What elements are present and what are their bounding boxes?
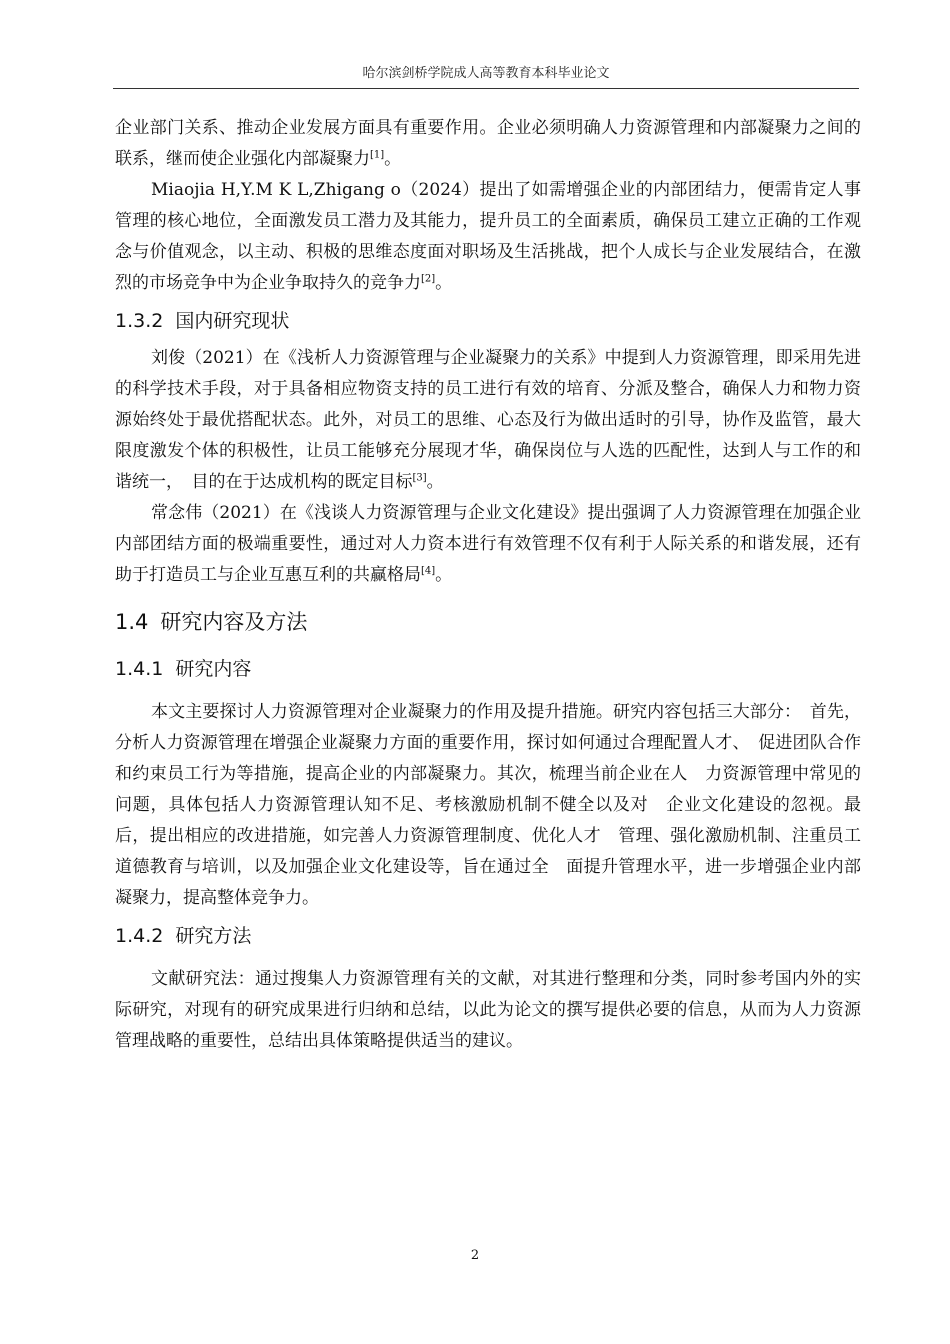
section-heading-1-4 [115,597,861,647]
section-title: 国内研究现状 [175,310,290,332]
page-body [115,113,861,1057]
citation-ref: [4] [421,565,436,577]
paragraph-liujun [115,343,861,498]
section-title: 研究内容 [175,658,252,680]
section-heading-1-4-2 [115,914,861,958]
paragraph-intro-continued [115,113,861,175]
paragraph-research-content: 本文主要探讨人力资源管理对企业凝聚力的作用及提升措施。研究内容包括三大部分： 首先，分析人力资源管理在增强企业凝聚力方面的重要作用，探讨如何通过合理配置人才、 促进团队合作和约束员工行为等措施，提高企业的内部凝聚力。其次，梳理当前企业在人 力资源管理中常见的问题，具体包括人力资源管理认知不足、考核激励机制不健全以及对 企业文化建设的忽视。最后，提出相应的改进措施，如完善人力资源管理制度、优化人才 管理、强化激励机制、注重员工道德教育与培训，以及加强企业文化建设等，旨在通过全 面提升管理水平，进一步增强企业内部凝聚力，提高整体竞争力。 [115,702,861,908]
paragraph-end: 。 [426,472,444,492]
citation-ref: [1] [370,149,385,161]
paragraph-changnianwei [115,498,861,591]
page-number: 2 [470,1248,480,1263]
citation-ref: [2] [421,273,436,285]
paragraph-end: 。 [384,149,402,169]
paragraph-end: 。 [435,565,453,585]
running-header: 哈尔滨剑桥学院成人高等教育本科毕业论文 [362,66,610,81]
section-number: 1.4.2 [115,925,164,947]
paragraph-text: Miaojia H,Y.M K L,Zhigang o（2024）提出了如需增强企业的内部团结力，便需肯定人事管理的核心地位，全面激发员工潜力及其能力，提升员工的全面素质，确保员工建立正确的工作观念与价值观念，以主动、积极的思维态度面对职场及生活挑战，把个人成长与企业发展结合，在激烈的市场竞争中为企业争取持久的竞争力 [115,180,861,293]
paragraph-text: 企业部门关系、推动企业发展方面具有重要作用。企业必须明确人力资源管理和内部凝聚力之间的联系，继而使企业强化内部凝聚力 [115,118,861,169]
paragraph-text: 刘俊（2021）在《浅析人力资源管理与企业凝聚力的关系》中提到人力资源管理，即采用先进的科学技术手段，对于具备相应物资支持的员工进行有效的培育、分派及整合，确保人力和物力资源始终处于最优搭配状态。此外，对员工的思维、心态及行为做出适时的引导，协作及监管，最大限度激发个体的积极性，让员工能够充分展现才华，确保岗位与人选的匹配性，达到人与工作的和谐统一， 目的在于达成机构的既定目标 [115,348,861,492]
paragraph-text: 常念伟（2021）在《浅谈人力资源管理与企业文化建设》提出强调了人力资源管理在加强企业内部团结方面的极端重要性，通过对人力资本进行有效管理不仅有利于人际关系的和谐发展，还有助于打造员工与企业互惠互利的共赢格局 [115,503,861,585]
header-divider [113,88,859,89]
section-title: 研究方法 [175,925,252,947]
section-title: 研究内容及方法 [160,610,308,634]
paragraph-end: 。 [435,273,453,293]
section-number: 1.3.2 [115,310,164,332]
section-number: 1.4.1 [115,658,164,680]
citation-ref: [3] [412,472,427,484]
section-heading-1-3-2 [115,299,861,343]
paragraph-miaojia [115,175,861,299]
section-number: 1.4 [115,610,149,634]
section-heading-1-4-1 [115,647,861,691]
paragraph-research-method: 文献研究法：通过搜集人力资源管理有关的文献，对其进行整理和分类，同时参考国内外的实际研究，对现有的研究成果进行归纳和总结，以此为论文的撰写提供必要的信息，从而为人力资源管理战略的重要性，总结出具体策略提供适当的建议。 [115,969,861,1051]
